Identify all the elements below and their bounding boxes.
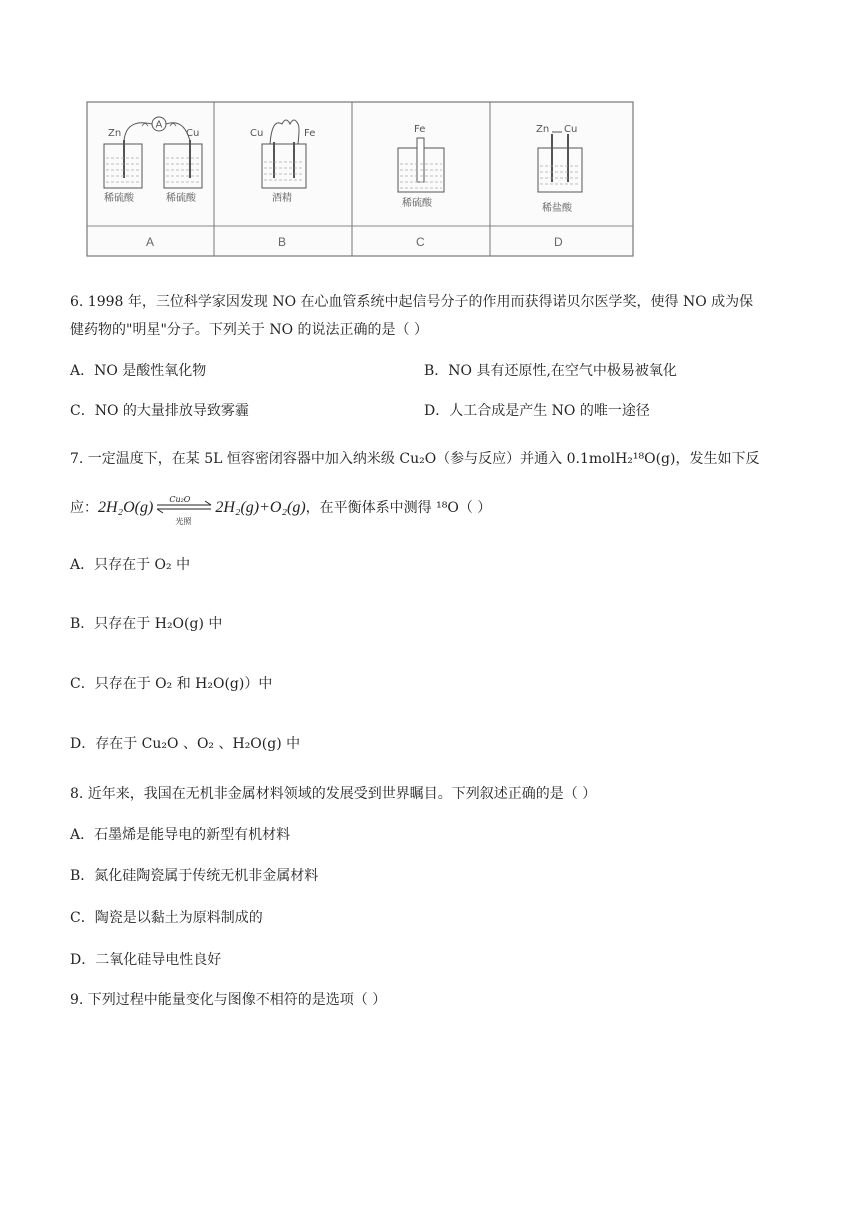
equilibrium-arrow xyxy=(155,495,213,526)
equation-left: 2H₂O(g) xyxy=(98,499,154,516)
q9-stem: 9. 下列过程中能量变化与图像不相符的是选项（ ） xyxy=(70,992,387,1008)
electrode-label-cu: Cu xyxy=(564,124,578,135)
q7-stem-line2 xyxy=(70,495,492,526)
panel-caption-b: B xyxy=(278,235,287,249)
q8-option-b: B．氮化硅陶瓷属于传统无机非金属材料 xyxy=(70,868,319,884)
panel-caption-a: A xyxy=(146,235,155,249)
solution-label: 稀硫酸 xyxy=(402,198,432,209)
q8-stem: 8. 近年来，我国在无机非金属材料领域的发展受到世界瞩目。下列叙述正确的是（ ） xyxy=(70,786,597,802)
panel-caption-c: C xyxy=(416,235,425,249)
electrode-label-fe: Fe xyxy=(414,124,426,135)
q7-option-b: B．只存在于 H₂O(g) 中 xyxy=(70,616,223,632)
electrode-label-zn: Zn xyxy=(108,128,122,139)
ammeter-label: A xyxy=(155,119,163,131)
q8-option-a: A．石墨烯是能导电的新型有机材料 xyxy=(70,827,291,843)
q7-option-a: A．只存在于 O₂ 中 xyxy=(70,557,191,573)
solution-label: 酒精 xyxy=(272,193,292,204)
q6-option-a: A．NO 是酸性氧化物 xyxy=(70,363,207,379)
q7-stem-line1: 7. 一定温度下，在某 5L 恒容密闭容器中加入纳米级 Cu₂O（参与反应）并通入 0.1molH₂¹⁸O(g)，发生如下反 xyxy=(70,451,760,467)
electrode-label-fe: Fe xyxy=(304,128,316,139)
apparatus-figure xyxy=(86,96,634,262)
q6-stem-line1: 6. 1998 年，三位科学家因发现 NO 在心血管系统中起信号分子的作用而获得诺贝尔医学奖，使得 NO 成为保 xyxy=(70,294,754,310)
arrow-catalyst: Cu₂O xyxy=(169,495,191,504)
q6-stem-line2: 健药物的"明星"分子。下列关于 NO 的说法正确的是（ ） xyxy=(70,322,428,338)
panel-caption-d: D xyxy=(554,235,563,249)
equation-right: 2H₂(g)+O₂(g) xyxy=(215,499,306,516)
arrow-condition: 光照 xyxy=(175,517,192,526)
solution-label: 稀盐酸 xyxy=(542,203,572,214)
electrode-label-zn: Zn xyxy=(536,124,550,135)
q6-option-b: B．NO 具有还原性,在空气中极易被氧化 xyxy=(424,363,677,379)
q8-option-c: C．陶瓷是以黏土为原料制成的 xyxy=(70,910,263,926)
electrode-label-cu: Cu xyxy=(250,128,264,139)
q6-option-c: C．NO 的大量排放导致雾霾 xyxy=(70,403,249,419)
q7-prefix: 应： xyxy=(70,500,98,516)
q7-option-d: D．存在于 Cu₂O 、O₂ 、H₂O(g) 中 xyxy=(70,736,301,752)
q8-option-d: D．二氧化硅导电性良好 xyxy=(70,952,222,968)
q7-option-c: C．只存在于 O₂ 和 H₂O(g)）中 xyxy=(70,676,273,692)
q7-suffix: ，在平衡体系中测得 ¹⁸O（ ） xyxy=(305,500,492,516)
q6-option-d: D．人工合成是产生 NO 的唯一途径 xyxy=(424,403,650,419)
solution-label-right: 稀硫酸 xyxy=(166,193,196,204)
solution-label-left: 稀硫酸 xyxy=(104,193,134,204)
electrode-label-cu: Cu xyxy=(186,128,200,139)
apparatus-diagram xyxy=(86,96,634,262)
